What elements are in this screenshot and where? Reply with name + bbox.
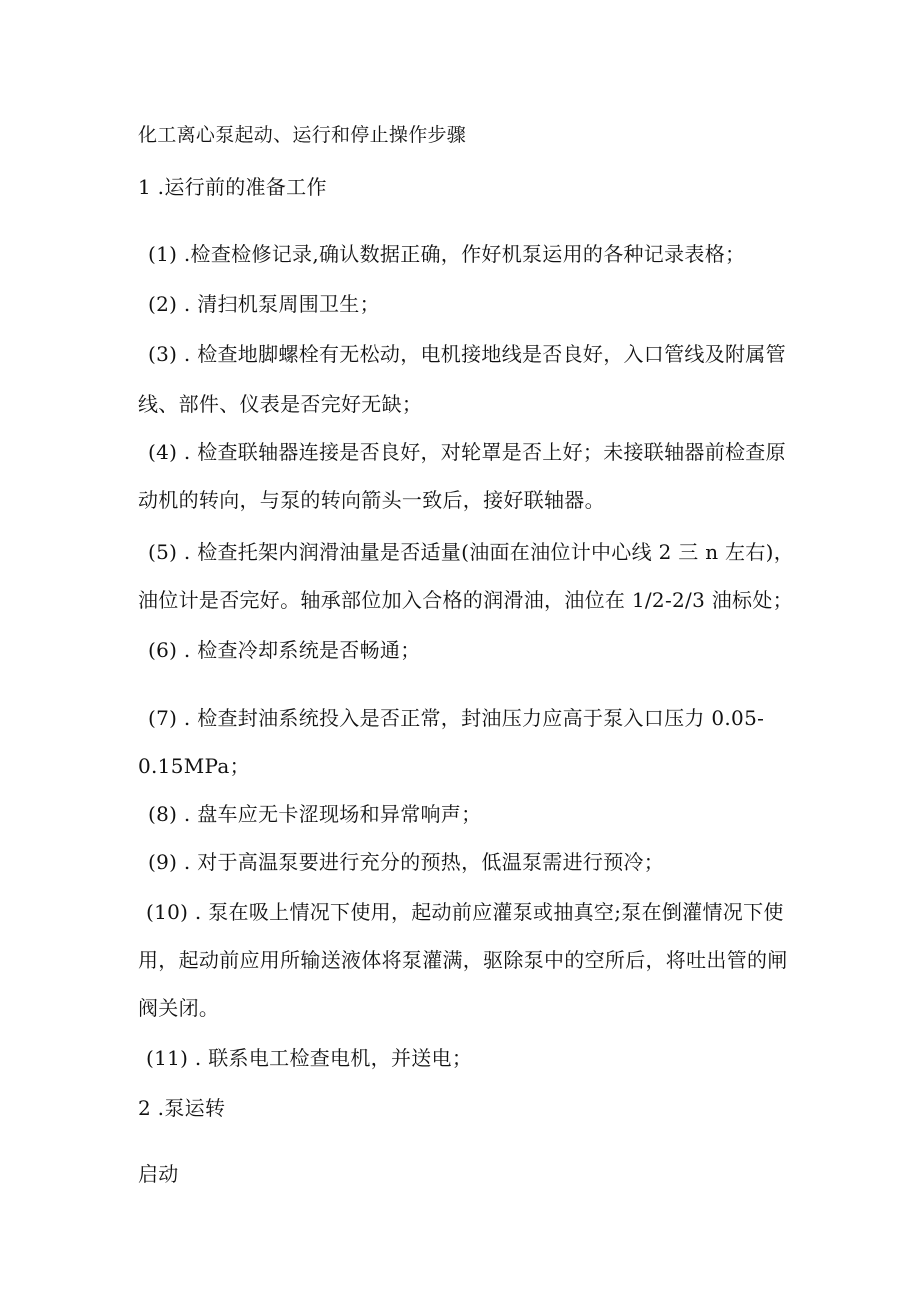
item-text: . 检查托架内润滑油量是否适量(油面在油位计中心线 2 三 n 左右)，	[177, 540, 795, 564]
section-1-heading: 1 .运行前的准备工作	[138, 175, 327, 199]
item-number: (4)	[148, 440, 178, 464]
item-number: (2)	[148, 292, 178, 316]
section-2-subheading: 启动	[138, 1162, 179, 1186]
list-item-7	[148, 704, 764, 732]
item-number: (10)	[146, 900, 189, 924]
item-number: (6)	[148, 638, 178, 662]
item-number: (5)	[148, 540, 178, 564]
item-text: . 检查地脚螺栓有无松动，电机接地线是否良好，入口管线及附属管	[177, 342, 786, 366]
item-number: (9)	[148, 850, 178, 874]
item-number: (3)	[148, 342, 178, 366]
item-text: . 检查封油系统投入是否正常，封油压力应高于泵入口压力 0.05-	[177, 706, 765, 730]
list-item-4-continuation: 动机的转向，与泵的转向箭头一致后，接好联轴器。	[138, 488, 605, 512]
list-item-9	[148, 848, 664, 876]
list-item-5	[148, 538, 794, 566]
list-item-5-continuation: 油位计是否完好。轴承部位加入合格的润滑油，油位在 1/2-2/3 油标处；	[138, 588, 793, 612]
item-text: . 泵在吸上情况下使用，起动前应灌泵或抽真空;泵在倒灌情况下使	[188, 900, 784, 924]
item-number: (11)	[146, 1046, 189, 1070]
list-item-6	[148, 636, 421, 664]
list-item-10	[146, 898, 784, 926]
item-text: . 盘车应无卡涩现场和异常响声；	[177, 802, 482, 826]
list-item-10-continuation: 用，起动前应用所输送液体将泵灌满，驱除泵中的空所后，将吐出管的闸	[138, 948, 788, 972]
list-item-4	[148, 438, 786, 466]
list-item-7-continuation: 0.15MPa；	[138, 754, 250, 778]
item-number: (1)	[148, 242, 178, 266]
item-number: (8)	[148, 802, 178, 826]
list-item-2	[148, 290, 380, 318]
list-item-1	[148, 240, 745, 268]
list-item-3	[148, 340, 786, 368]
item-text: . 对于高温泵要进行充分的预热，低温泵需进行预冷；	[177, 850, 665, 874]
document-title: 化工离心泵起动、运行和停止操作步骤	[138, 124, 467, 146]
list-item-3-continuation: 线、部件、仪表是否完好无缺；	[138, 392, 423, 416]
list-item-11	[146, 1044, 472, 1072]
item-text: . 检查冷却系统是否畅通；	[177, 638, 421, 662]
item-text: . 联系电工检查电机，并送电；	[188, 1046, 473, 1070]
item-text: . 清扫机泵周围卫生；	[177, 292, 380, 316]
item-text: . 检查联轴器连接是否良好，对轮罩是否上好；未接联轴器前检查原	[177, 440, 786, 464]
list-item-10-continuation: 阀关闭。	[138, 996, 220, 1020]
item-text: .检查检修记录,确认数据正确，作好机泵运用的各种记录表格；	[177, 242, 746, 266]
section-2-heading: 2 .泵运转	[138, 1096, 226, 1120]
item-number: (7)	[148, 706, 178, 730]
list-item-8	[148, 800, 481, 828]
